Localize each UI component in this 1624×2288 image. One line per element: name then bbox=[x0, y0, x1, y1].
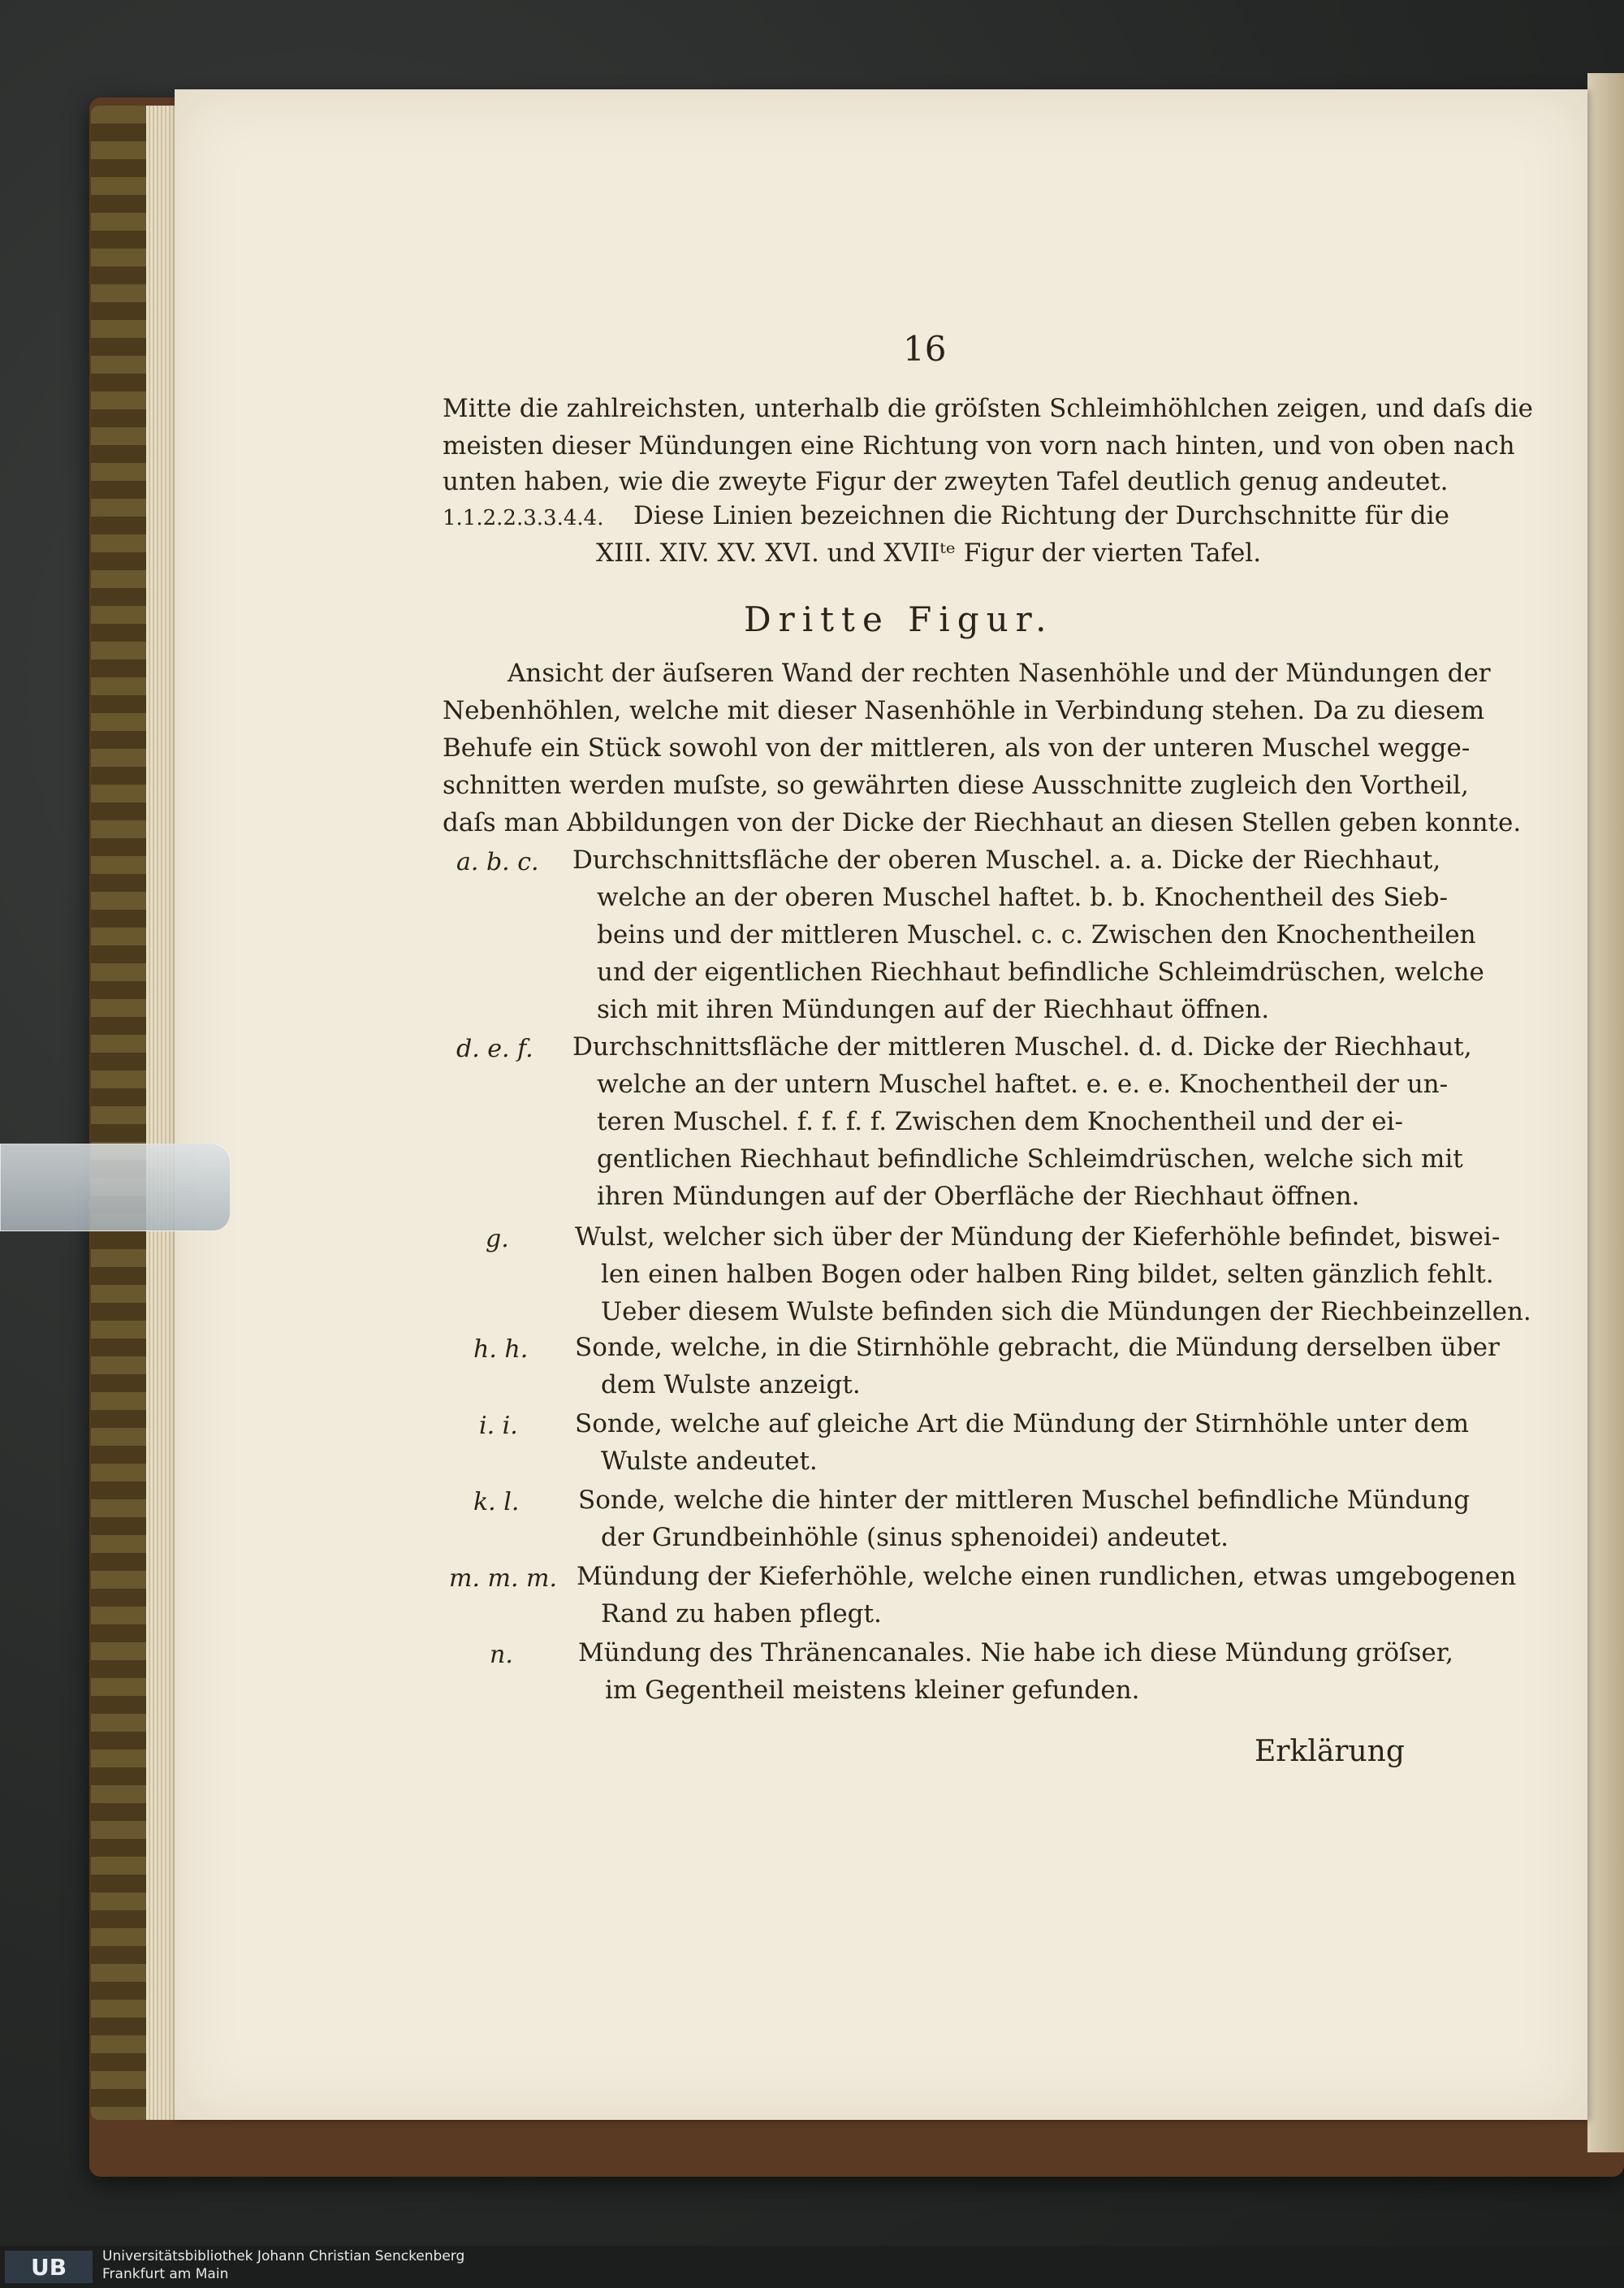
intro-line: Mitte die zahlreichsten, unterhalb die gröſsten Schleimhöhlchen zeigen, und daſs die bbox=[443, 394, 1534, 423]
lines-text: XIII. XIV. XV. XVI. und XVIIᵗᵉ Figur der vierten Tafel. bbox=[596, 538, 1262, 568]
intro-line: unten haben, wie die zweyte Figur der zweyten Tafel deutlich genug andeutet. bbox=[443, 467, 1449, 496]
entry-line: Sonde, welche die hinter der mittleren Muschel befindliche Mündung bbox=[578, 1486, 1471, 1515]
entry-line: beins und der mittleren Muschel. c. c. Zwischen den Knochentheilen bbox=[597, 920, 1476, 949]
entry-label: n. bbox=[490, 1641, 513, 1669]
entry-line: sich mit ihren Mündungen auf der Riechhaut öffnen. bbox=[597, 995, 1270, 1024]
catchword: Erklärung bbox=[1255, 1735, 1405, 1768]
entry-line: Mündung des Thränencanales. Nie habe ich diese Mündung gröſser, bbox=[578, 1638, 1453, 1667]
entry-line: gentlichen Riechhaut befindliche Schleimdrüschen, welche sich mit bbox=[597, 1144, 1463, 1174]
entry-line: Sonde, welche, in die Stirnhöhle gebracht, die Mündung derselben über bbox=[575, 1333, 1500, 1362]
entry-line: Wulste andeutet. bbox=[601, 1447, 818, 1476]
entry-line: und der eigentlichen Riechhaut befindliche Schleimdrüschen, welche bbox=[597, 958, 1484, 987]
entry-line: Sonde, welche auf gleiche Art die Mündung der Stirnhöhle unter dem bbox=[575, 1409, 1469, 1438]
entry-line: welche an der untern Muschel haftet. e. e. e. Knochentheil der un- bbox=[597, 1070, 1449, 1099]
entry-line: len einen halben Bogen oder halben Ring bildet, selten gänzlich fehlt. bbox=[601, 1260, 1494, 1289]
section-heading: Dritte Figur. bbox=[744, 599, 1054, 639]
entry-label: k. l. bbox=[473, 1488, 520, 1516]
entry-line: Rand zu haben pflegt. bbox=[601, 1599, 882, 1628]
page-marker-tab bbox=[0, 1144, 231, 1231]
entry-label: a. b. c. bbox=[456, 848, 539, 876]
paragraph-line: Nebenhöhlen, welche mit dieser Nasenhöhle in Verbindung stehen. Da zu diesem bbox=[443, 696, 1485, 725]
entry-line: ihren Mündungen auf der Oberfläche der Riechhaut öffnen. bbox=[597, 1182, 1360, 1211]
entry-label: h. h. bbox=[473, 1335, 529, 1364]
page-number: 16 bbox=[903, 329, 947, 369]
paragraph-line: Ansicht der äuſseren Wand der rechten Nasenhöhle und der Mündungen der bbox=[508, 659, 1491, 688]
lines-text: Diese Linien bezeichnen die Richtung der Durchschnitte für die bbox=[633, 501, 1449, 530]
entry-line: Wulst, welcher sich über der Mündung der Kieferhöhle befindet, biswei- bbox=[575, 1222, 1501, 1252]
entry-line: im Gegentheil meistens kleiner gefunden. bbox=[605, 1676, 1140, 1705]
paragraph-line: Behufe ein Stück sowohl von der mittleren, als von der unteren Muschel wegge- bbox=[443, 733, 1471, 763]
intro-line: meisten dieser Mündungen eine Richtung von vorn nach hinten, und von oben nach bbox=[443, 431, 1515, 461]
entry-line: der Grundbeinhöhle (sinus sphenoidei) andeutet. bbox=[601, 1523, 1229, 1552]
paragraph-line: schnitten werden muſste, so gewährten diese Ausschnitte zugleich den Vortheil, bbox=[443, 771, 1469, 800]
facing-page-edge bbox=[1587, 73, 1624, 2152]
entry-label: d. e. f. bbox=[456, 1035, 533, 1063]
library-logo: UB bbox=[5, 2251, 93, 2283]
footer-city: Frankfurt am Main bbox=[102, 2266, 229, 2282]
entry-label: i. i. bbox=[479, 1412, 518, 1440]
entry-line: Ueber diesem Wulste befinden sich die Mündungen der Riechbeinzellen. bbox=[601, 1297, 1531, 1326]
footer-institution: Universitätsbibliothek Johann Christian Senckenberg bbox=[102, 2248, 465, 2264]
entry-line: dem Wulste anzeigt. bbox=[601, 1370, 861, 1399]
paragraph-line: daſs man Abbildungen von der Dicke der Riechhaut an diesen Stellen geben konnte. bbox=[443, 808, 1522, 837]
entry-line: teren Muschel. f. f. f. f. Zwischen dem Knochentheil und der ei- bbox=[597, 1107, 1403, 1136]
page-stack-edge bbox=[146, 106, 179, 2120]
lines-label: 1.1.2.2.3.3.4.4. bbox=[443, 506, 604, 530]
entry-label: g. bbox=[486, 1225, 509, 1253]
entry-label: m. m. m. bbox=[449, 1564, 558, 1593]
entry-line: welche an der oberen Muschel haftet. b. b. Knochentheil des Sieb- bbox=[597, 883, 1449, 912]
entry-line: Durchschnittsfläche der mittleren Muschel. d. d. Dicke der Riechhaut, bbox=[572, 1032, 1472, 1062]
entry-line: Mündung der Kieferhöhle, welche einen rundlichen, etwas umgebogenen bbox=[577, 1562, 1517, 1591]
entry-line: Durchschnittsfläche der oberen Muschel. a. a. Dicke der Riechhaut, bbox=[572, 846, 1441, 875]
